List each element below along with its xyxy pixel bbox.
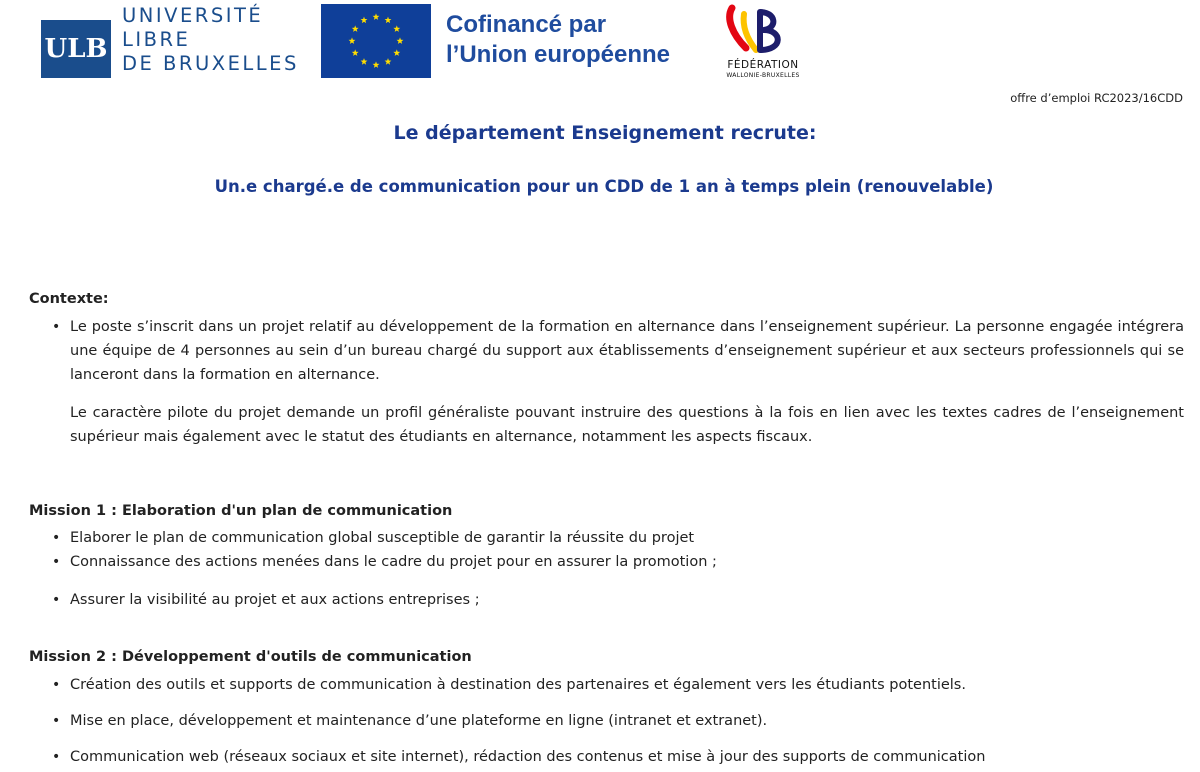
contexte-list xyxy=(52,315,1184,387)
eu-flag-icon xyxy=(321,4,431,78)
list-item: • Connaissance des actions menées dans le cadre du projet pour en assurer la promotion ; xyxy=(52,550,1184,574)
ulb-name-line-3: DE BRUXELLES xyxy=(122,52,299,75)
ulb-name-line-1: UNIVERSITÉ xyxy=(122,4,264,27)
mission1-heading: Mission 1 : Elaboration d'un plan de communication xyxy=(29,503,453,519)
ulb-logo: ULB xyxy=(41,20,111,78)
page-title: Le département Enseignement recrute: xyxy=(393,122,817,144)
header-logos xyxy=(40,4,1180,84)
list-item: • Assurer la visibilité au projet et aux actions entreprises ; xyxy=(52,588,1184,612)
eu-stars xyxy=(321,4,431,78)
job-reference: offre d’emploi RC2023/16CDD xyxy=(1010,91,1183,105)
page-subtitle: Un.e chargé.e de communication pour un CDD de 1 an à temps plein (renouvelable) xyxy=(214,177,994,196)
mission2-heading: Mission 2 : Développement d'outils de communication xyxy=(29,649,472,665)
list-item: • Communication web (réseaux sociaux et site internet), rédaction des contenus et mise à jour des supports de communication xyxy=(52,745,1184,769)
list-item: • Mise en place, développement et maintenance d’une plateforme en ligne (intranet et extranet). xyxy=(52,709,1184,733)
ulb-name xyxy=(122,4,299,76)
mission2-list xyxy=(52,673,1184,769)
eu-text-line-1: Cofinancé par xyxy=(446,11,607,38)
fwb-subtitle: WALLONIE-BRUXELLES xyxy=(726,72,800,79)
eu-cofinance-text xyxy=(446,10,670,70)
mission1-list xyxy=(52,526,1184,612)
contexte-heading: Contexte: xyxy=(29,291,109,307)
ulb-name-line-2: LIBRE xyxy=(122,28,191,51)
eu-text-line-2: l’Union européenne xyxy=(446,41,671,68)
contexte-paragraph: Le caractère pilote du projet demande un profil généraliste pouvant instruire des questions à la fois en lien avec les textes cadres de l’enseignement supérieur mais également avec le statut des étudiants en alternance, notamment les aspects fiscaux. xyxy=(70,405,1184,445)
list-item: • Création des outils et supports de communication à destination des partenaires et également vers les étudiants potentiels. xyxy=(52,673,1184,697)
list-item: • Elaborer le plan de communication global susceptible de garantir la réussite du projet xyxy=(52,526,1184,550)
fwb-title: FÉDÉRATION xyxy=(727,59,799,71)
contexte-bullet: • Le poste s’inscrit dans un projet relatif au développement de la formation en alternance dans l’enseignement supérieur. La personne engagée intégrera une équipe de 4 personnes au sein d’un bureau chargé du support aux établissements d’enseignement supérieur et aux secteurs professionnels qui se lanceront dans la formation en alternance. xyxy=(52,315,1184,387)
